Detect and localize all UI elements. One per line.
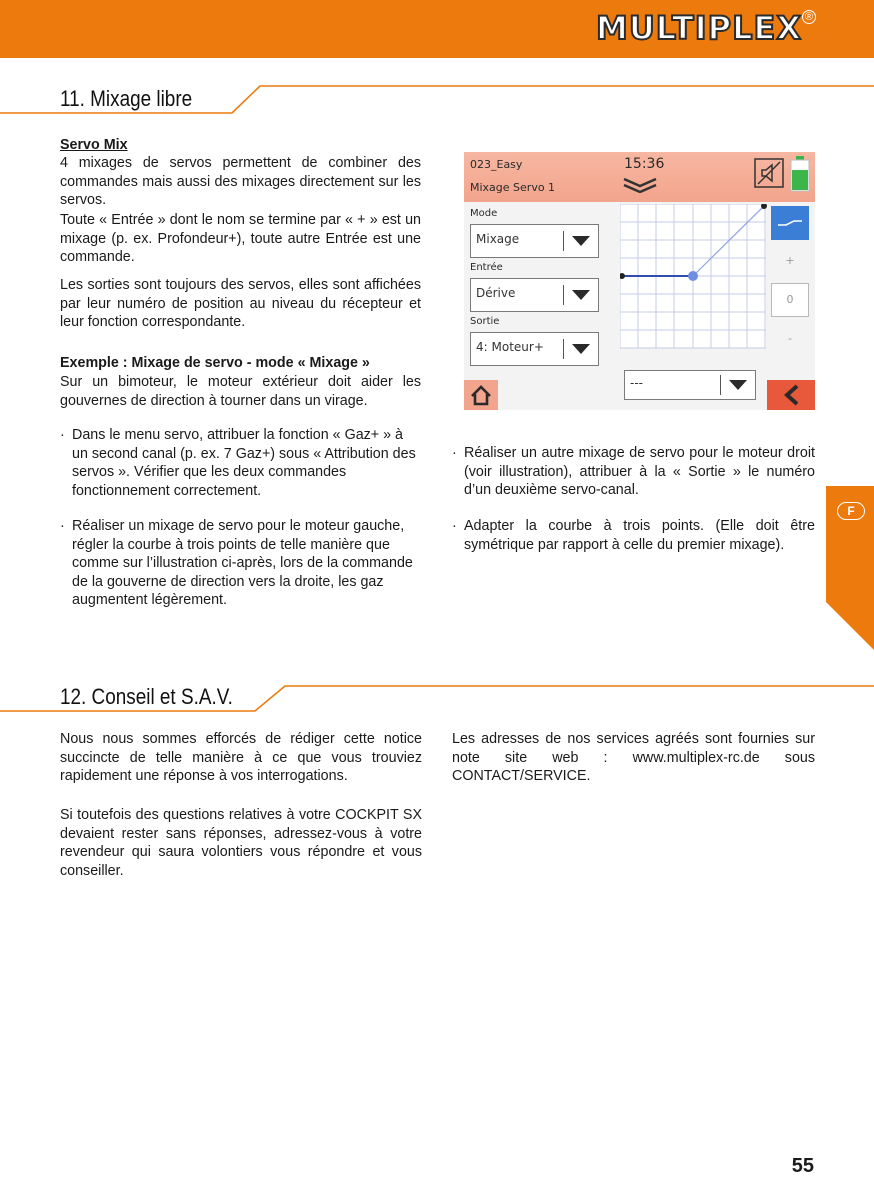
curve-icon [777, 218, 803, 228]
clock: 15:36 [624, 156, 665, 172]
menu-title: Mixage Servo 1 [470, 181, 556, 194]
chevron-down-icon [729, 380, 747, 390]
bullet-text: Réaliser un mixage de servo pour le moteur gauche, régler la courbe à trois points de telle manière que comme sur l’illustration ci-après, lors de la commande de la gouverne de direction vers la droite, les gaz augmentent légèrement. [72, 518, 413, 608]
battery-icon [790, 156, 810, 192]
list-item [452, 444, 815, 504]
curve-point-center[interactable] [688, 271, 698, 281]
model-name: 023_Easy [470, 158, 523, 171]
bullet-dot: · [452, 518, 457, 534]
example-title: Exemple : Mixage de servo - mode « Mixage » [60, 355, 370, 371]
section-12-title: 12. Conseil et S.A.V. [60, 684, 233, 709]
example-text: Sur un bimoteur, le moteur extérieur doit aider les gouvernes de direction à tourner dans un virage. [60, 374, 421, 409]
chevron-down-icon [572, 290, 590, 300]
bottom-select[interactable] [624, 370, 756, 400]
select-divider [563, 231, 565, 251]
mode-label: Mode [470, 208, 498, 219]
para-sorties: Les sorties sont toujours des servos, elles sont affichées par leur numéro de position au niveau du récepteur et leur fonction correspondante. [60, 277, 421, 330]
section-11-rule [0, 84, 874, 116]
chevron-down-double-icon[interactable] [622, 177, 658, 193]
zero-button[interactable]: 0 [771, 283, 809, 317]
servo-mix-subtitle: Servo Mix [60, 137, 128, 153]
home-icon [464, 380, 498, 410]
back-icon [767, 380, 815, 410]
bullet-dot: · [452, 445, 457, 461]
mode-value: Mixage [476, 232, 520, 246]
para-entree: Toute « Entrée » dont le nom se termine par « + » est un mixage (p. ex. Profondeur+), toute autre Entrée est une commande. [60, 212, 421, 265]
output-label: Sortie [470, 316, 500, 327]
list-item [60, 517, 422, 608]
select-divider [720, 375, 722, 395]
select-divider [563, 339, 565, 359]
chevron-down-icon [572, 344, 590, 354]
intro-text: 4 mixages de servos permettent de combiner des commandes mais aussi des mixages directement sur les servos. [60, 155, 421, 208]
registered-mark: ® [802, 10, 816, 24]
bullet-text: Dans le menu servo, attribuer la fonction « Gaz+ » à un second canal (p. ex. 7 Gaz+) sous « Attribution des servos ». Vérifier que les deux commandes fonctionnement correctement. [72, 427, 416, 499]
minus-button[interactable]: - [771, 322, 809, 356]
bottom-select-value: --- [630, 376, 643, 390]
section-12-rule [0, 684, 874, 716]
bullet-dot: · [60, 427, 65, 443]
sav-para-3: Les adresses de nos services agréés sont fournies sur note site web : www.multiplex-rc.de sous CONTACT/SERVICE. [452, 731, 815, 784]
mix-curve-graph[interactable] [620, 204, 767, 349]
mute-icon[interactable] [754, 158, 784, 188]
sav-para-2: Si toutefois des questions relatives à votre COCKPIT SX devaient rester sans réponses, adressez-vous à votre revendeur qui saura volontiers vous répondre et vous conseiller. [60, 807, 422, 879]
sav-para-1: Nous nous sommes efforcés de rédiger cette notice succincte de telle manière à ce que vous trouviez rapidement une réponse à vos interrogations. [60, 731, 422, 784]
section-11-title: 11. Mixage libre [60, 86, 193, 111]
input-value: Dérive [476, 286, 516, 300]
bullet-dot: · [60, 518, 65, 534]
chevron-down-icon [572, 236, 590, 246]
list-item [452, 517, 815, 557]
mode-select[interactable] [470, 224, 599, 258]
bullet-text: Réaliser un autre mixage de servo pour le moteur droit (voir illustration), attribuer à la « Sortie » le numéro d’un deuxième servo-canal. [464, 445, 815, 498]
input-select[interactable] [470, 278, 599, 312]
transmitter-screenshot [464, 152, 815, 410]
input-label: Entrée [470, 262, 503, 273]
brand-logo: MULTIPLEX [595, 9, 802, 47]
curve-type-button[interactable] [771, 206, 809, 240]
plus-button[interactable]: + [771, 244, 809, 278]
output-value: 4: Moteur+ [476, 340, 544, 354]
bullet-text: Adapter la courbe à trois points. (Elle doit être symétrique par rapport à celle du premier mixage). [464, 518, 815, 553]
back-button[interactable] [767, 380, 815, 410]
output-select[interactable] [470, 332, 599, 366]
page-number: 55 [791, 1155, 814, 1177]
select-divider [563, 285, 565, 305]
language-badge: F [837, 502, 865, 520]
list-item [60, 426, 422, 506]
home-button[interactable] [464, 380, 498, 410]
